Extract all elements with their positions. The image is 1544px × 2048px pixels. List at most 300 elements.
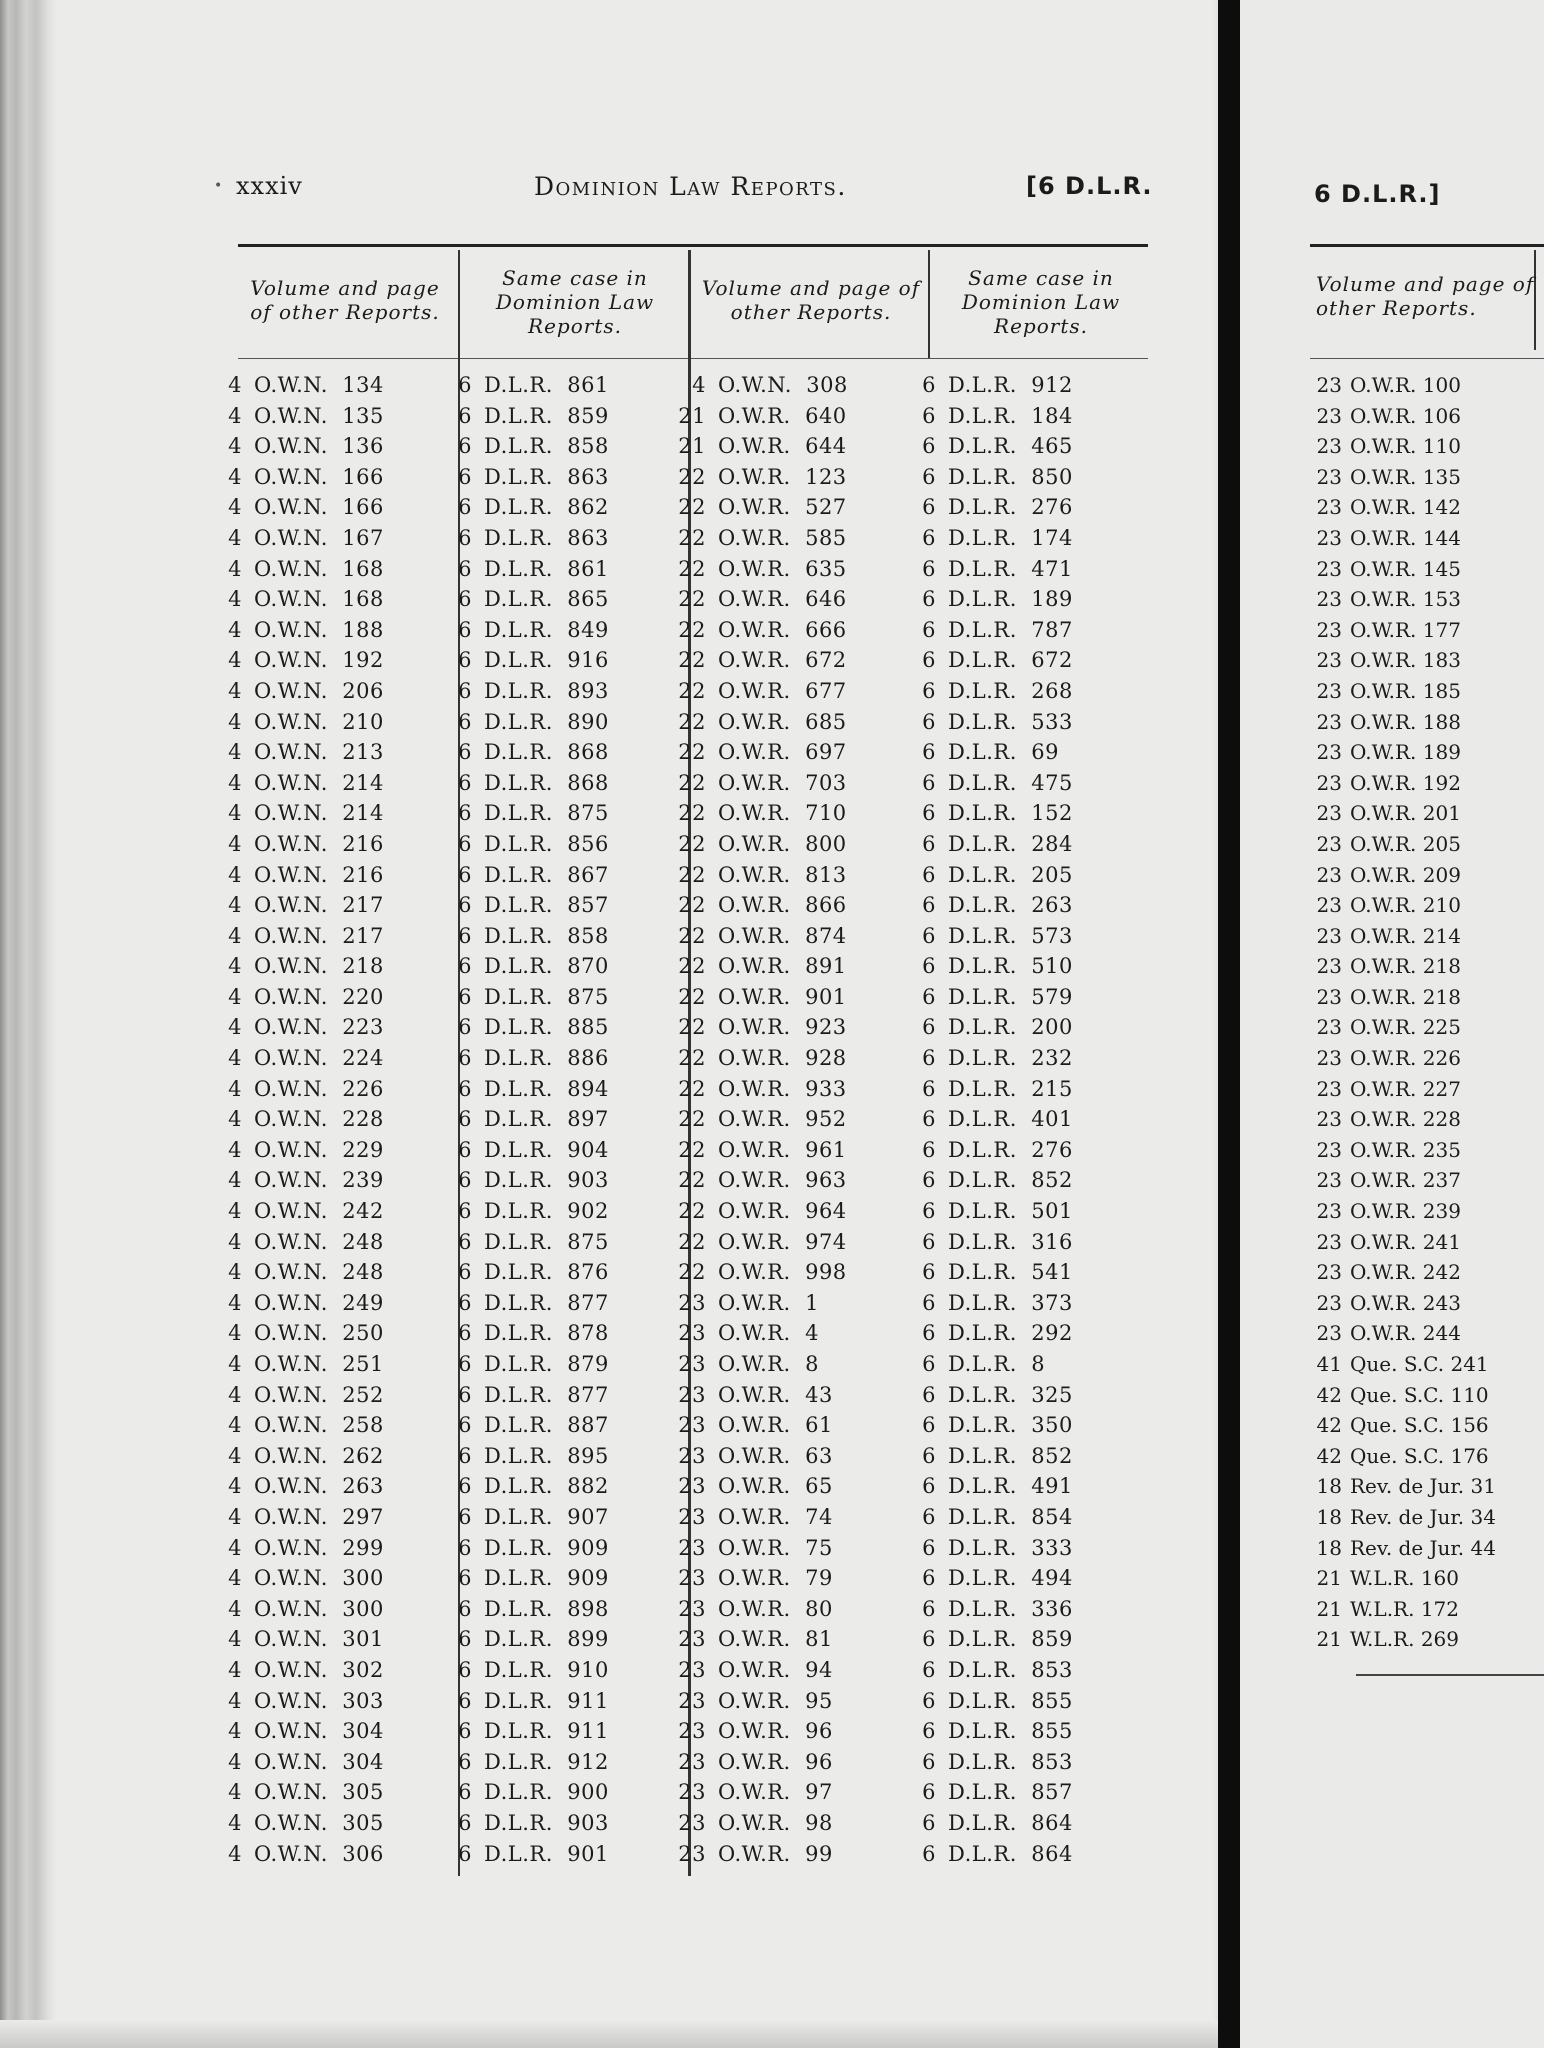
volume-number: 4 <box>228 893 242 918</box>
report-citation: D.L.R. 878 <box>484 1321 609 1346</box>
table-cell <box>676 707 848 738</box>
table-cell <box>212 829 384 860</box>
report-citation: O.W.R. 209 <box>1350 862 1461 887</box>
report-citation: O.W.N. 167 <box>254 525 384 550</box>
volume-number: 6 <box>922 954 936 979</box>
report-citation: O.W.R. 96 <box>718 1719 833 1744</box>
report-citation: O.W.R. 43 <box>718 1382 833 1407</box>
volume-number: 6 <box>458 1719 472 1744</box>
report-citation: O.W.N. 304 <box>254 1749 384 1774</box>
volume-number: 18 <box>1316 1535 1342 1560</box>
report-citation: O.W.R. 891 <box>718 954 847 979</box>
volume-number: 6 <box>922 893 936 918</box>
volume-number: 4 <box>228 1229 242 1254</box>
volume-number: 23 <box>1316 831 1342 856</box>
report-citation: D.L.R. 909 <box>484 1535 609 1560</box>
table-cell <box>906 737 1073 768</box>
report-citation: O.W.N. 301 <box>254 1627 384 1652</box>
report-citation: O.W.N. 192 <box>254 648 384 673</box>
report-citation: D.L.R. 864 <box>948 1841 1073 1866</box>
right-column-header: Volume and page of other Reports. <box>1316 272 1535 320</box>
volume-number: 4 <box>228 403 242 428</box>
column-header-other-reports: Volume and page of other Reports. <box>250 276 440 324</box>
report-citation: D.L.R. 853 <box>948 1749 1073 1774</box>
volume-number: 6 <box>922 1841 936 1866</box>
table-cell <box>442 1777 609 1808</box>
table-cell <box>1314 1288 1496 1319</box>
table-cell <box>906 798 1073 829</box>
report-citation: D.L.R. 885 <box>484 1015 609 1040</box>
volume-number: 6 <box>458 893 472 918</box>
table-cell <box>442 1533 609 1564</box>
table-cell <box>676 1349 848 1380</box>
report-citation: O.W.N. 223 <box>254 1015 384 1040</box>
volume-number: 4 <box>228 1321 242 1346</box>
volume-number: 23 <box>1316 1260 1342 1285</box>
table-cell <box>212 462 384 493</box>
table-cell <box>212 1135 384 1166</box>
table-cell <box>676 1716 848 1747</box>
report-citation: D.L.R. 875 <box>484 801 609 826</box>
table-cell <box>676 370 848 401</box>
report-citation: O.W.R. 527 <box>718 495 847 520</box>
report-citation: D.L.R. 870 <box>484 954 609 979</box>
report-citation: O.W.N. 229 <box>254 1137 384 1162</box>
volume-number: 6 <box>458 1474 472 1499</box>
volume-number: 22 <box>678 587 706 612</box>
volume-number: 4 <box>228 831 242 856</box>
table-cell <box>1314 1257 1496 1288</box>
volume-number: 6 <box>458 1810 472 1835</box>
volume-number: 6 <box>922 1107 936 1132</box>
report-citation: W.L.R. 269 <box>1350 1627 1460 1652</box>
table-cell <box>212 707 384 738</box>
report-citation: O.W.N. 224 <box>254 1046 384 1071</box>
volume-number: 4 <box>228 1504 242 1529</box>
report-citation: D.L.R. 573 <box>948 923 1073 948</box>
report-citation: O.W.R. 145 <box>1350 556 1461 581</box>
report-citation: O.W.N. 168 <box>254 587 384 612</box>
table-cell <box>676 401 848 432</box>
volume-number: 42 <box>1316 1413 1342 1438</box>
volume-number: 6 <box>922 678 936 703</box>
report-citation: D.L.R. 189 <box>948 587 1073 612</box>
report-citation: O.W.N. 216 <box>254 862 384 887</box>
table-cell <box>676 1410 848 1441</box>
table-cell <box>442 1288 609 1319</box>
report-citation: D.L.R. 284 <box>948 831 1073 856</box>
table-cell <box>442 1594 609 1625</box>
table-cell <box>442 523 609 554</box>
table-cell <box>676 1012 848 1043</box>
report-citation: O.W.N. 306 <box>254 1841 384 1866</box>
volume-number: 23 <box>678 1810 706 1835</box>
table-cell <box>676 1074 848 1105</box>
table-cell <box>212 554 384 585</box>
volume-number: 22 <box>678 678 706 703</box>
report-citation: O.W.R. 644 <box>718 434 847 459</box>
volume-number: 4 <box>228 954 242 979</box>
volume-number: 23 <box>1316 1015 1342 1040</box>
report-citation: O.W.R. 106 <box>1350 403 1461 428</box>
volume-number: 6 <box>922 1076 936 1101</box>
table-cell <box>906 768 1073 799</box>
table-cell <box>212 1716 384 1747</box>
report-citation: O.W.R. 1 <box>718 1290 819 1315</box>
table-cell <box>1314 1012 1496 1043</box>
report-citation: D.L.R. 858 <box>484 923 609 948</box>
table-cell <box>442 1196 609 1227</box>
volume-number: 6 <box>458 1046 472 1071</box>
report-citation: O.W.R. 874 <box>718 923 847 948</box>
report-citation: Que. S.C. 156 <box>1350 1413 1489 1438</box>
table-cell <box>442 1410 609 1441</box>
volume-number: 22 <box>678 1046 706 1071</box>
table-cell <box>676 645 848 676</box>
report-citation: D.L.R. 882 <box>484 1474 609 1499</box>
volume-number: 6 <box>458 1780 472 1805</box>
table-cell <box>442 1104 609 1135</box>
table-cell <box>212 1839 384 1870</box>
volume-number: 23 <box>1316 434 1342 459</box>
table-cell <box>676 1288 848 1319</box>
report-citation: O.W.R. 123 <box>718 464 847 489</box>
report-citation: D.L.R. 861 <box>484 373 609 397</box>
volume-number: 22 <box>678 495 706 520</box>
report-citation: D.L.R. 850 <box>948 464 1073 489</box>
table-cell <box>906 1074 1073 1105</box>
report-citation: O.W.R. 703 <box>718 770 847 795</box>
table-cell <box>442 370 609 401</box>
report-citation: O.W.N. 217 <box>254 923 384 948</box>
table-cell <box>906 1777 1073 1808</box>
table-cell <box>906 1563 1073 1594</box>
volume-number: 4 <box>228 1107 242 1132</box>
table-cell <box>442 1716 609 1747</box>
report-citation: O.W.R. 75 <box>718 1535 833 1560</box>
report-citation: O.W.N. 239 <box>254 1168 384 1193</box>
report-citation: O.W.N. 248 <box>254 1229 384 1254</box>
report-citation: O.W.R. 697 <box>718 740 847 765</box>
table-cell <box>676 1594 848 1625</box>
table-cell <box>212 615 384 646</box>
volume-number: 4 <box>228 1137 242 1162</box>
volume-number: 22 <box>678 709 706 734</box>
table-cell <box>442 982 609 1013</box>
report-citation: D.L.R. 174 <box>948 525 1073 550</box>
report-citation: D.L.R. 877 <box>484 1382 609 1407</box>
report-citation: O.W.R. 974 <box>718 1229 847 1254</box>
table-cell <box>1314 1135 1496 1166</box>
volume-number: 23 <box>678 1596 706 1621</box>
volume-number: 4 <box>228 1657 242 1682</box>
volume-number: 6 <box>458 1260 472 1285</box>
volume-number: 23 <box>1316 1229 1342 1254</box>
table-cell <box>676 523 848 554</box>
report-citation: O.W.R. 99 <box>718 1841 833 1866</box>
volume-number: 23 <box>678 1841 706 1866</box>
report-citation: D.L.R. 510 <box>948 954 1073 979</box>
report-citation: O.W.R. 98 <box>718 1810 833 1835</box>
volume-number: 23 <box>1316 464 1342 489</box>
report-citation: O.W.N. 228 <box>254 1107 384 1132</box>
volume-number: 6 <box>458 587 472 612</box>
table-cell <box>442 615 609 646</box>
volume-number: 6 <box>458 373 472 397</box>
report-citation: W.L.R. 160 <box>1350 1566 1460 1591</box>
volume-number: 23 <box>1316 525 1342 550</box>
table-cell <box>212 1288 384 1319</box>
report-citation: O.W.R. 63 <box>718 1443 833 1468</box>
report-citation: D.L.R. 857 <box>484 893 609 918</box>
report-citation: D.L.R. 856 <box>484 831 609 856</box>
report-citation: O.W.N. 304 <box>254 1719 384 1744</box>
volume-number: 4 <box>228 1688 242 1713</box>
table-cell <box>676 492 848 523</box>
bullet-mark: • <box>214 178 223 194</box>
volume-number: 23 <box>1316 495 1342 520</box>
report-citation: D.L.R. 325 <box>948 1382 1073 1407</box>
volume-number: 4 <box>228 1260 242 1285</box>
table-cell <box>906 554 1073 585</box>
table-cell <box>1314 1196 1496 1227</box>
table-cell <box>676 1196 848 1227</box>
left-dlr-column <box>442 370 609 1869</box>
volume-number: 22 <box>678 1199 706 1224</box>
report-citation: D.L.R. 893 <box>484 678 609 703</box>
volume-number: 6 <box>922 1596 936 1621</box>
volume-number: 4 <box>228 1474 242 1499</box>
report-citation: D.L.R. 350 <box>948 1413 1073 1438</box>
table-cell <box>212 951 384 982</box>
report-citation: O.W.N. 302 <box>254 1657 384 1682</box>
volume-number: 22 <box>678 831 706 856</box>
volume-number: 23 <box>678 1321 706 1346</box>
table-cell <box>442 798 609 829</box>
report-citation: O.W.R. 800 <box>718 831 847 856</box>
volume-number: 22 <box>678 464 706 489</box>
report-citation: D.L.R. 852 <box>948 1443 1073 1468</box>
table-cell <box>1314 1624 1496 1655</box>
report-citation: D.L.R. 897 <box>484 1107 609 1132</box>
report-citation: D.L.R. 877 <box>484 1290 609 1315</box>
report-citation: O.W.R. 901 <box>718 984 847 1009</box>
report-citation: O.W.R. 110 <box>1350 434 1461 459</box>
table-cell <box>906 1410 1073 1441</box>
volume-number: 6 <box>458 954 472 979</box>
table-cell <box>442 1043 609 1074</box>
table-cell <box>442 1074 609 1105</box>
volume-number: 23 <box>1316 1137 1342 1162</box>
volume-number: 6 <box>458 1841 472 1866</box>
volume-number: 23 <box>678 1627 706 1652</box>
report-citation: O.W.N. 220 <box>254 984 384 1009</box>
report-citation: D.L.R. 912 <box>484 1749 609 1774</box>
table-cell <box>906 1747 1073 1778</box>
report-citation: O.W.N. 206 <box>254 678 384 703</box>
report-citation: D.L.R. 861 <box>484 556 609 581</box>
report-citation: O.W.R. 192 <box>1350 770 1461 795</box>
table-cell <box>676 829 848 860</box>
table-cell <box>676 1165 848 1196</box>
table-cell <box>212 523 384 554</box>
table-cell <box>1314 707 1496 738</box>
report-citation: O.W.R. 80 <box>718 1596 833 1621</box>
report-citation: D.L.R. 912 <box>948 373 1073 397</box>
table-cell <box>906 1318 1073 1349</box>
report-citation: O.W.R. 185 <box>1350 678 1461 703</box>
report-citation: O.W.N. 213 <box>254 740 384 765</box>
report-citation: D.L.R. 8 <box>948 1352 1046 1376</box>
table-cell <box>212 1502 384 1533</box>
report-citation: O.W.N. 188 <box>254 617 384 642</box>
volume-number: 6 <box>458 1076 472 1101</box>
volume-number: 6 <box>458 740 472 765</box>
report-citation: O.W.R. 135 <box>1350 464 1461 489</box>
volume-number: 23 <box>678 1290 706 1315</box>
report-citation: O.W.N. 251 <box>254 1352 384 1376</box>
volume-number: 6 <box>922 1290 936 1315</box>
table-cell <box>442 1502 609 1533</box>
report-citation: D.L.R. 898 <box>484 1596 609 1621</box>
table-cell <box>906 829 1073 860</box>
volume-number: 4 <box>228 556 242 581</box>
table-cell <box>442 737 609 768</box>
volume-number: 22 <box>678 954 706 979</box>
volume-number: 6 <box>458 1107 472 1132</box>
table-cell <box>212 1777 384 1808</box>
table-cell <box>212 737 384 768</box>
report-citation: D.L.R. 904 <box>484 1137 609 1162</box>
volume-number: 6 <box>922 709 936 734</box>
table-cell <box>676 1533 848 1564</box>
table-cell <box>906 1104 1073 1135</box>
table-cell <box>1314 1318 1496 1349</box>
volume-number: 6 <box>922 1199 936 1224</box>
report-citation: O.W.R. 235 <box>1350 1137 1461 1162</box>
report-citation: D.L.R. 901 <box>484 1841 609 1866</box>
report-citation: O.W.R. 142 <box>1350 495 1461 520</box>
volume-number: 23 <box>1316 617 1342 642</box>
table-cell <box>676 951 848 982</box>
volume-number: 22 <box>678 740 706 765</box>
report-citation: D.L.R. 336 <box>948 1596 1073 1621</box>
report-citation: D.L.R. 894 <box>484 1076 609 1101</box>
table-cell <box>1314 1043 1496 1074</box>
report-citation: D.L.R. 911 <box>484 1719 609 1744</box>
volume-number: 6 <box>922 1535 936 1560</box>
table-cell <box>906 1012 1073 1043</box>
table-cell <box>1314 1074 1496 1105</box>
report-citation: Que. S.C. 110 <box>1350 1382 1489 1407</box>
volume-number: 4 <box>228 923 242 948</box>
volume-number: 6 <box>458 1413 472 1438</box>
table-cell <box>1314 798 1496 829</box>
report-citation: O.W.R. 672 <box>718 648 847 673</box>
report-citation: D.L.R. 887 <box>484 1413 609 1438</box>
report-citation: Rev. de Jur. 31 <box>1350 1474 1496 1499</box>
table-cell <box>212 492 384 523</box>
table-cell <box>676 860 848 891</box>
volume-number: 23 <box>1316 678 1342 703</box>
report-citation: O.W.R. 710 <box>718 801 847 826</box>
report-citation: O.W.R. 79 <box>718 1566 833 1591</box>
middle-dlr-column <box>906 370 1073 1869</box>
table-cell <box>442 1624 609 1655</box>
volume-number: 4 <box>228 1780 242 1805</box>
table-cell <box>442 890 609 921</box>
table-cell <box>676 1563 848 1594</box>
table-cell <box>676 584 848 615</box>
table-cell <box>442 1380 609 1411</box>
volume-number: 6 <box>458 1688 472 1713</box>
table-cell <box>442 1135 609 1166</box>
table-cell <box>212 645 384 676</box>
report-citation: D.L.R. 900 <box>484 1780 609 1805</box>
report-citation: D.L.R. 494 <box>948 1566 1073 1591</box>
volume-number: 42 <box>1316 1382 1342 1407</box>
table-cell <box>442 1471 609 1502</box>
volume-number: 23 <box>678 1382 706 1407</box>
table-cell <box>676 1686 848 1717</box>
table-cell <box>676 982 848 1013</box>
volume-number: 6 <box>922 1321 936 1346</box>
report-citation: D.L.R. 865 <box>484 587 609 612</box>
report-citation: O.W.R. 227 <box>1350 1076 1461 1101</box>
report-citation: D.L.R. 852 <box>948 1168 1073 1193</box>
volume-number: 4 <box>228 1076 242 1101</box>
volume-number: 4 <box>228 1046 242 1071</box>
report-citation: O.W.R. 241 <box>1350 1229 1461 1254</box>
column-divider <box>928 250 930 358</box>
table-cell <box>442 707 609 738</box>
report-citation: O.W.R. 4 <box>718 1321 819 1346</box>
volume-number: 6 <box>458 984 472 1009</box>
volume-number: 4 <box>228 1199 242 1224</box>
volume-number: 23 <box>1316 709 1342 734</box>
table-cell <box>906 615 1073 646</box>
table-cell <box>676 890 848 921</box>
table-cell <box>676 1839 848 1870</box>
report-citation: Que. S.C. 176 <box>1350 1443 1489 1468</box>
report-citation: D.L.R. 859 <box>948 1627 1073 1652</box>
volume-number: 6 <box>458 1168 472 1193</box>
table-cell <box>212 1808 384 1839</box>
volume-number: 42 <box>1316 1443 1342 1468</box>
report-citation: D.L.R. 855 <box>948 1719 1073 1744</box>
volume-number: 4 <box>228 862 242 887</box>
table-cell <box>1314 1104 1496 1135</box>
volume-number: 23 <box>678 1352 706 1376</box>
table-cell <box>212 1655 384 1686</box>
table-cell <box>906 462 1073 493</box>
report-citation: O.W.R. 963 <box>718 1168 847 1193</box>
table-cell <box>676 1471 848 1502</box>
table-cell <box>906 1502 1073 1533</box>
report-citation: O.W.N. 262 <box>254 1443 384 1468</box>
volume-number: 23 <box>678 1413 706 1438</box>
volume-number: 23 <box>1316 923 1342 948</box>
table-cell <box>1314 1349 1496 1380</box>
table-cell <box>1314 1165 1496 1196</box>
volume-number: 6 <box>922 1810 936 1835</box>
table-cell <box>906 645 1073 676</box>
volume-number: 6 <box>922 1260 936 1285</box>
table-cell <box>212 921 384 952</box>
report-citation: D.L.R. 903 <box>484 1168 609 1193</box>
table-cell <box>1314 554 1496 585</box>
volume-number: 4 <box>228 678 242 703</box>
